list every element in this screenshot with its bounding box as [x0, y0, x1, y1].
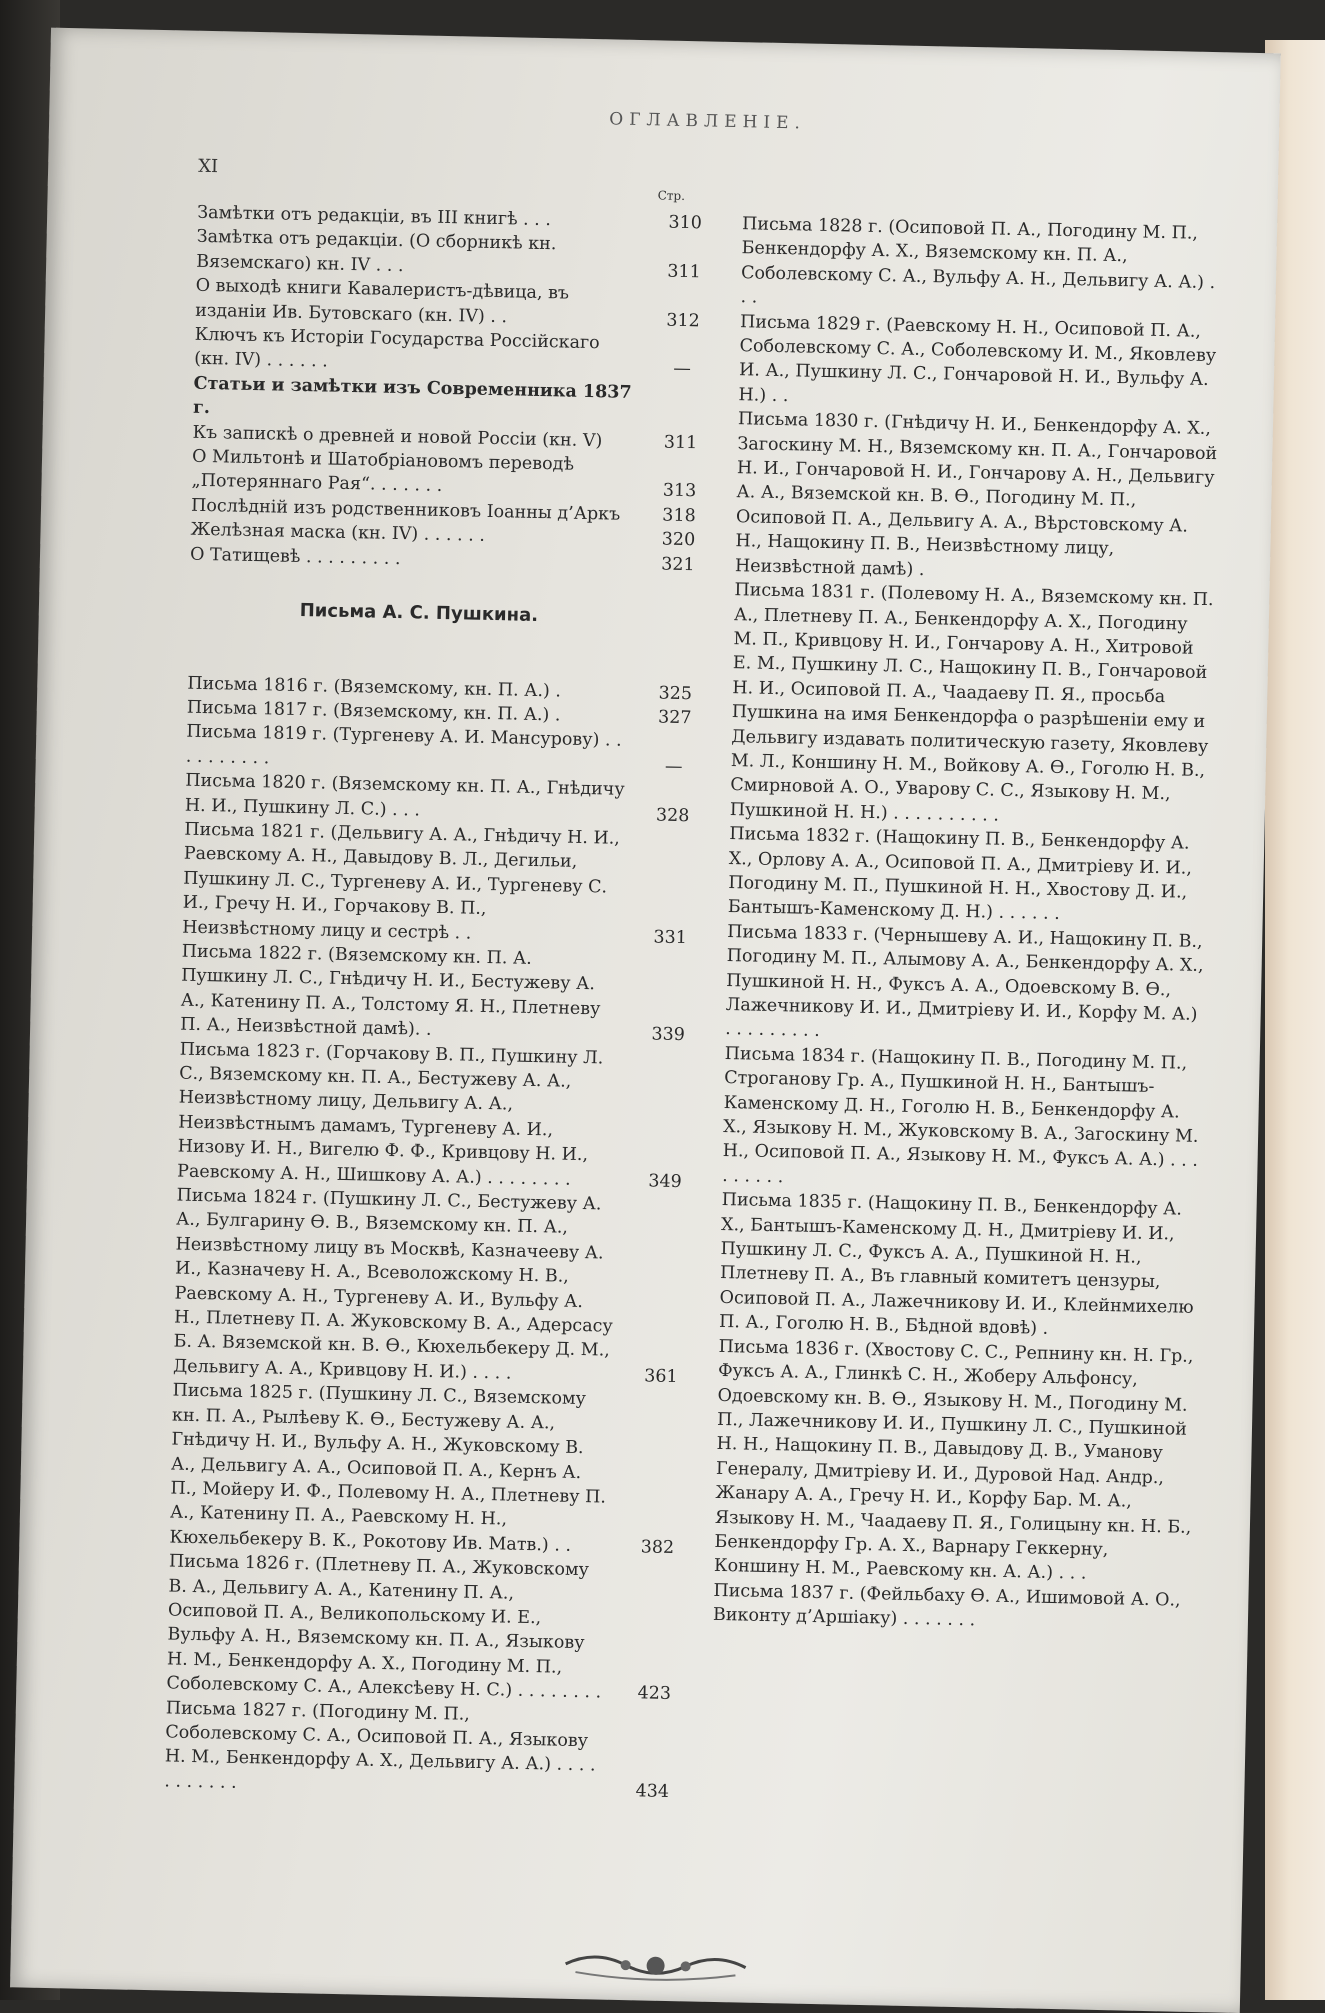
entry-page: — — [673, 359, 692, 380]
page-title: ОГЛАВЛЕНІЕ. — [609, 109, 807, 134]
entry-text: Письма 1819 г. (Тургеневу А. И. Мансурову) . . . . . . . . . . — [185, 721, 622, 769]
entry-page: 311 — [667, 261, 702, 283]
letters-entry — [730, 578, 1225, 832]
entry-text: Статьи и замѣтки изъ Современника 1837 г. — [192, 373, 632, 419]
entry-text: Послѣдній изъ родственниковъ Іоанны д’Аркъ — [190, 495, 621, 525]
entry-text: О Мильтонѣ и Шатобріановомъ переводѣ „Потеряннаго Рая“. . . . . . . — [191, 446, 575, 497]
ornament-vignette — [555, 1944, 756, 1988]
entry-text: Письма 1820 г. (Вяземскому кн. П. А., Гнѣдичу Н. И., Пушкину Л. С.) . . . — [184, 770, 625, 821]
letters-entry — [714, 1335, 1209, 1589]
entry-text: Письма 1825 г. (Пушкину Л. С., Вяземскому кн. П. А., Рылѣеву К. Ѳ., Бестужеву А. А., Гнѣдичу Н. И., Вульфу А. Н., Жуковскому В. А., Дельвигу А. А., Осиповой П. А., Кернъ А. П., Мойеру И. Ф., Полевому Н. А., Плетневу П. А., Катенину П. А., Раевскому Н. Н., Кюхельбекеру В. К., Рокотову Ив. Матв.) . . — [169, 1380, 607, 1556]
letters-entry — [166, 1550, 689, 1707]
ornament-icon — [555, 1944, 756, 1988]
entry-text: Письма 1824 г. (Пушкину Л. С., Бестужеву А. А., Булгарину Ѳ. В., Вяземскому кн. П. А., Неизвѣстному лицу въ Москвѣ, Казначееву А. И., Казначеву Н. А., Всеволожскому Н. В., Раевскому А. Н., Тургеневу А. И., Вульфу А. Н., Плетневу П. А. Жуковскому В. А., Адерсасу Б. А. Вяземской кн. В. Ѳ., Кюхельбекеру Д. М., Дельвигу А. А., Кривцову Н. И.) . . . . — [172, 1185, 613, 1384]
letters-entry — [740, 212, 1232, 320]
letters-entry — [735, 407, 1228, 588]
entry-text: Письма 1835 г. (Нащокину П. В., Бенкендорфу А. Х., Бантышъ-Каменскому Д. Н., Дмитріеву И. И., Пушкину Л. С., Фуксъ А. А., Пушкиной Н. Н., Плетневу П. А., Въ главный комитетъ цензуры, Осиповой П. А., Лажечникову И. И., Клейнмихелю П. А., Гоголю Н. В., Бѣдной вдовѣ) . — [718, 1190, 1194, 1340]
letters-entry — [725, 920, 1217, 1052]
entry-text: Письма 1829 г. (Раевскому Н. Н., Осиповой П. А., Соболевскому С. А., Соболевскому И. М., Яковлеву И. А., Пушкину Л. С., Гончаровой Н. И., Вульфу А. Н.) . . — [738, 311, 1217, 407]
entry-text: О выходѣ книги Кавалеристъ-дѣвица, въ изданіи Ив. Бутовскаго (кн. IV) . . — [194, 275, 570, 327]
entry-page: 318 — [662, 505, 696, 527]
letters-entry — [722, 1042, 1215, 1199]
entry-text: Къ запискѣ о древней и новой Россіи (кн. V) — [192, 422, 603, 451]
right-column — [713, 212, 1233, 1638]
section-title: Письма А. С. Пушкина. — [299, 600, 539, 627]
entry-page: 327 — [657, 707, 692, 729]
left-column — [164, 201, 717, 1805]
entry-text: Письма 1823 г. (Горчакову В. П., Пушкину Л. С., Вяземскому кн. П. А., Бестужеву А. А., Неизвѣстному лицу, Дельвигу А. А., Неизвѣстнымъ дамамъ, Тургеневу А. И., Низову И. Н., Вигелю Ф. Ф., Кривцову Н. И., Раевскому А. Н., Шишкову А. А.) . . . . . . . . — [176, 1039, 604, 1190]
entry-page: 339 — [651, 1024, 686, 1046]
entry-page: 382 — [640, 1537, 675, 1558]
letters-entry — [173, 1184, 697, 1390]
letters-entry — [182, 818, 704, 951]
letters-entry — [719, 1188, 1212, 1345]
entry-text: Письма 1837 г. (Фейльбаху Ѳ. А., Ишимовой А. О., Виконту д’Аршіаку) . . . . . . . — [712, 1580, 1181, 1631]
entry-page: 349 — [648, 1171, 682, 1192]
entry-text: Письма 1826 г. (Плетневу П. А., Жуковскому В. А., Дельвигу А. А., Катенину П. А., Осиповой П. А., Великопольскому И. Е., Вульфу А. Н., Вяземскому кн. П. А., Языкову Н. М., Бенкендорфу А. Х., Погодину М. П., Соболевскому С. А., Алексѣеву Н. С.) . . . . . . . . — [166, 1551, 602, 1703]
entry-page: 361 — [644, 1366, 678, 1387]
letters-entry — [728, 822, 1220, 930]
entry-text: Письма 1833 г. (Чернышеву А. И., Нащокину П. В., Погодину М. П., Алымову А. А., Бенкендорфу А. Х., Пушкиной Н. Н., Фуксъ А. А., Одоевскому В. Ѳ., Лажечникову И. И., Дмитріеву И. И., Корфу М. А.) . . . . . . . . . — [725, 921, 1204, 1042]
letters-entry — [713, 1579, 1204, 1638]
entry-text: Письма 1822 г. (Вяземскому кн. П. А. Пушкину Л. С., Гнѣдичу Н. И., Бестужеву А. А., Катенину П. А., Толстому Я. Н., Плетневу П. А., Неизвѣстной дамѣ). . — [180, 941, 601, 1041]
entry-page: 321 — [661, 554, 695, 575]
letters-entry — [164, 1696, 686, 1804]
book-page — [10, 28, 1281, 2013]
entry-page: 310 — [668, 212, 703, 234]
entry-page: 313 — [662, 481, 697, 502]
entry-page: 325 — [658, 683, 693, 704]
page-number: XI — [197, 155, 219, 178]
letters-entry — [738, 310, 1230, 418]
entry-text: Письма 1821 г. (Дельвигу А. А., Гнѣдичу Н. И., Раевскому А. Н., Давыдову В. Л., Дегильи, Пушкину Л. С., Тургеневу А. И., Тургеневу С. И., Гречу Н. И., Горчакову В. П., Неизвѣстному лицу и сестрѣ . . — [182, 819, 621, 944]
entry-page: — — [664, 756, 683, 777]
entry-text: Письма 1834 г. (Нащокину П. В., Погодину М. П., Строганову Гр. А., Пушкиной Н. Н., Бантышъ-Каменскому Д. Н., Гоголю Н. В., Бенкендорфу А. Х., Языкову Н. М., Жуковскому В. А., Загоскину М. Н., Осиповой П. А., Языкову Н. М., Фуксъ А. А.) . . . . . . . . . — [721, 1043, 1199, 1188]
entry-page: 320 — [661, 529, 696, 551]
entry-text: Письма 1827 г. (Погодину М. П., Соболевскому С. А., Осиповой П. А., Языкову Н. М., Бенкендорфу А. Х., Дельвигу А. А.) . . . . . . . . . . . — [164, 1697, 596, 1793]
entry-text: Замѣтка отъ редакціи. (О сборникѣ кн. Вяземскаго) кн. IV . . . — [195, 227, 557, 276]
letters-entry — [180, 940, 702, 1048]
entry-text: Письма 1836 г. (Хвостову С. С., Репнину кн. Н. Гр., Фуксъ А. А., Глинкѣ С. Н., Жоберу Альфонсу, Одоевскому кн. В. Ѳ., Языкову Н. М., Погодину М. П., Лажечникову И. И., Пушкину Л. С., Пушкиной Н. Н., Нащокину П. В., Давыдову Д. В., Уманову Генералу, Дмитріеву И. И., Дуровой Над. Андр., Жанару А. А., Гречу Н. И., Корфу Бар. М. А., Языкову Н. М., Чаадаеву П. Я., Голицыну кн. Н. Б., Бенкендорфу Гр. А. Х., Варнару Геккерну, Коншину Н. М., Раевскому кн. А. А.) . . . — [713, 1336, 1194, 1585]
entry-page: 331 — [653, 927, 688, 948]
entry-text: Письма 1832 г. (Нащокину П. В., Бенкендорфу А. Х., Орлову А. А., Осиповой П. А., Дмитріеву И. И., Погодину М. П., Пушкиной Н. Н., Хвостову Д. И., Бантышъ-Каменскому Д. Н.) . . . . . . — [727, 824, 1193, 925]
entry-text: Письма 1831 г. (Полевому Н. А., Вяземскому кн. П. А., Плетневу П. А., Бенкендорфу А. Х., Погодину М. П., Кривцову Н. И., Гончарову А. Н., Хитровой Е. М., Пушкину Л. С., Нащокину П. В., Гончаровой Н. И., Осиповой П. А., Чаадаеву П. Я., просьба Пушкина на имя Бенкендорфа о разрѣшеніи ему и Дельвигу издавать политическую газету, Яковлеву М. Л., Коншину Н. М., Войкову А. Ѳ., Гоголю Н. В., Смирновой А. О., Уварову С. С., Языкову Н. М., Пушкиной Н. Н.) . . . . . . . . . . — [729, 580, 1214, 826]
letters-entry — [177, 1037, 700, 1194]
entry-page: 328 — [655, 805, 690, 826]
entry-text: Письма 1817 г. (Вяземскому, кн. П. А.) . — [186, 697, 561, 726]
entry-page: 434 — [635, 1781, 670, 1802]
entry-text: Желѣзная маска (кн. IV) . . . . . . — [190, 519, 486, 547]
entry-text: Письма 1830 г. (Гнѣдичу Н. И., Бенкендорфу А. Х., Загоскину М. Н., Вяземскому кн. П. А., Гончаровой Н. И., Гончаровой Н. И., Гончарову А. Н., Дельвигу А. А., Вяземской кн. В. Ѳ., Погодину М. П., Осиповой П. А., Дельвигу А. А., Вѣрстовскому А. Н., Нащокину П. В., Неизвѣстному лицу, Неизвѣстной дамѣ) . — [734, 409, 1218, 580]
column-label: Стр. — [657, 188, 686, 203]
entry-text: Письма 1828 г. (Осиповой П. А., Погодину М. П., Бенкендорфу А. Х., Вяземскому кн. П. А., Соболевскому С. А., Вульфу А. Н., Дельвигу А. А.) . . . — [740, 214, 1216, 308]
entry-page: 423 — [637, 1683, 672, 1705]
entry-page: 312 — [666, 310, 700, 331]
entry-text: Замѣтки отъ редакціи, въ III книгѣ . . . — [197, 202, 552, 231]
letters-entry — [169, 1379, 692, 1561]
entry-text: О Татищевѣ . . . . . . . . . — [189, 544, 401, 569]
entry-text: Письма 1816 г. (Вяземскому, кн. П. А.) . — [187, 673, 562, 701]
entry-page: 311 — [663, 432, 698, 453]
entry-text: Ключъ къ Исторіи Государства Россійскаго (кн. IV) . . . . . . — [193, 324, 600, 372]
